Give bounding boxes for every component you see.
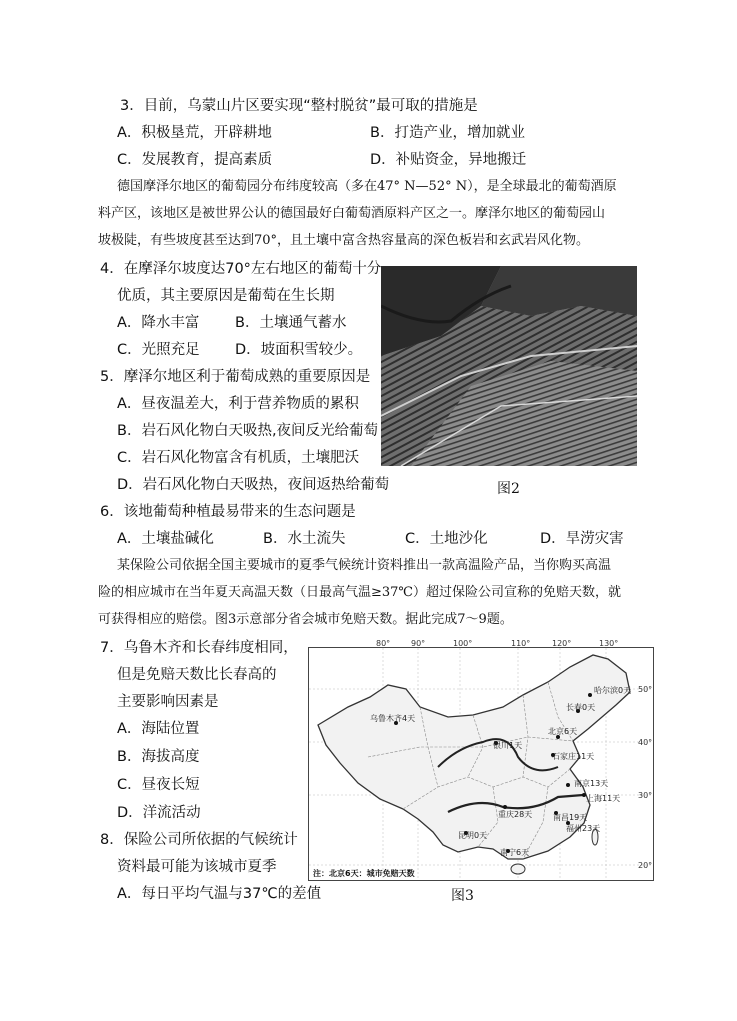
city-beijing: 北京6天 [548,727,578,736]
city-yinchuan: 银川1天 [493,741,523,750]
q7-stem-line-2: 但是免赔天数比长春高的 [117,667,277,683]
q8-option-a: A．每日平均气温与37℃的差值 [117,886,322,902]
q6-option-b: B．水土流失 [263,531,346,547]
q6-option-c: C．土地沙化 [405,531,488,547]
passage2-line-3: 可获得相应的赔偿。图3示意部分省会城市免赔天数。据此完成7～9题。 [98,612,513,627]
passage1-line-3: 坡极陡，有些坡度甚至达到70°，且土壤中富含热容量高的深色板岩和玄武岩风化物。 [98,233,590,248]
passage2-line-2: 险的相应城市在当年夏天高温天数（日最高气温≥37℃）超过保险公司宣称的免赔天数，就 [98,585,621,600]
q7-option-b: B．海拔高度 [117,749,200,765]
q3-option-b: B．打造产业，增加就业 [370,125,525,141]
q5-stem: 5．摩泽尔地区利于葡萄成熟的重要原因是 [100,369,371,385]
city-nanjing: 南京13天 [574,779,609,788]
q6-option-d: D．旱涝灾害 [540,531,624,547]
city-kunming: 昆明0天 [458,831,488,840]
q3-option-d: D．补贴资金，异地搬迁 [370,152,527,168]
q8-stem-line-2: 资料最可能为该城市夏季 [117,859,277,875]
map-lon-130: 130° [599,639,619,648]
q4-stem-line-1: 4．在摩泽尔坡度达70°左右地区的葡萄十分 [100,261,382,277]
map-lon-90: 90° [411,639,426,648]
china-map-figure [308,637,654,881]
city-nanchang: 南昌19天 [553,813,588,822]
city-harbin: 哈尔滨0天 [594,686,632,695]
q3-option-a: A．积极垦荒，开辟耕地 [117,125,272,141]
map-lon-80: 80° [376,639,391,648]
city-urumqi: 乌鲁木齐4天 [370,714,416,723]
q7-option-d: D．洋流活动 [117,805,201,821]
q7-option-a: A．海陆位置 [117,721,200,737]
q8-stem-line-1: 8．保险公司所依据的气候统计 [100,832,298,848]
map-lon-120: 120° [552,639,572,648]
passage2-line-1: 某保险公司依据全国主要城市的夏季气候统计资料推出一款高温险产品，当你购买高温 [117,558,612,573]
vineyard-photo [381,266,637,466]
q5-option-a: A．昼夜温差大，利于营养物质的累积 [117,396,359,412]
q6-stem: 6．该地葡萄种植最易带来的生态问题是 [100,504,356,520]
map-lon-100: 100° [453,639,473,648]
city-changchun: 长春0天 [566,703,596,712]
passage1-line-1: 德国摩泽尔地区的葡萄园分布纬度较高（多在47° N—52° N），是全球最北的葡萄酒原 [117,179,617,194]
q4-option-a: A．降水丰富 [117,315,200,331]
q3-option-c: C．发展教育，提高素质 [117,152,273,168]
map-lat-20: 20° [638,861,653,870]
map-lat-40: 40° [638,738,653,747]
map-lat-30: 30° [638,791,653,800]
figure-2-label: 图2 [497,481,520,497]
city-fuzhou: 福州23天 [566,824,601,833]
q3-stem: 3．目前，乌蒙山片区要实现“整村脱贫”最可取的措施是 [120,98,478,114]
q6-option-a: A．土壤盐碱化 [117,531,214,547]
city-shijiazhuang: 石家庄11天 [552,752,595,761]
map-note: 注：北京6天：城市免赔天数 [313,869,415,878]
q4-stem-line-2: 优质，其主要原因是葡萄在生长期 [117,288,335,304]
q7-option-c: C．昼夜长短 [117,777,200,793]
map-lat-50: 50° [638,685,653,694]
q4-option-c: C．光照充足 [117,342,200,358]
map-lon-110: 110° [511,639,531,648]
q5-option-b: B．岩石风化物白天吸热,夜间反光给葡萄 [117,423,379,439]
city-nanning: 南宁6天 [500,848,530,857]
q4-option-b: B．土壤通气蓄水 [235,315,347,331]
q4-option-d: D．坡面积雪较少。 [235,342,363,358]
figure-3-label: 图3 [451,888,474,904]
q7-stem-line-3: 主要影响因素是 [117,694,219,710]
city-chongqing: 重庆28天 [498,810,533,819]
passage1-line-2: 料产区，该地区是被世界公认的德国最好白葡萄酒原料产区之一。摩泽尔地区的葡萄园山 [98,206,606,221]
q7-stem-line-1: 7．乌鲁木齐和长春纬度相同， [100,640,298,656]
city-shanghai: 上海11天 [586,794,621,803]
q5-option-d: D．岩石风化物白天吸热，夜间返热给葡萄 [117,477,390,493]
q5-option-c: C．岩石风化物富含有机质，土壤肥沃 [117,450,360,466]
